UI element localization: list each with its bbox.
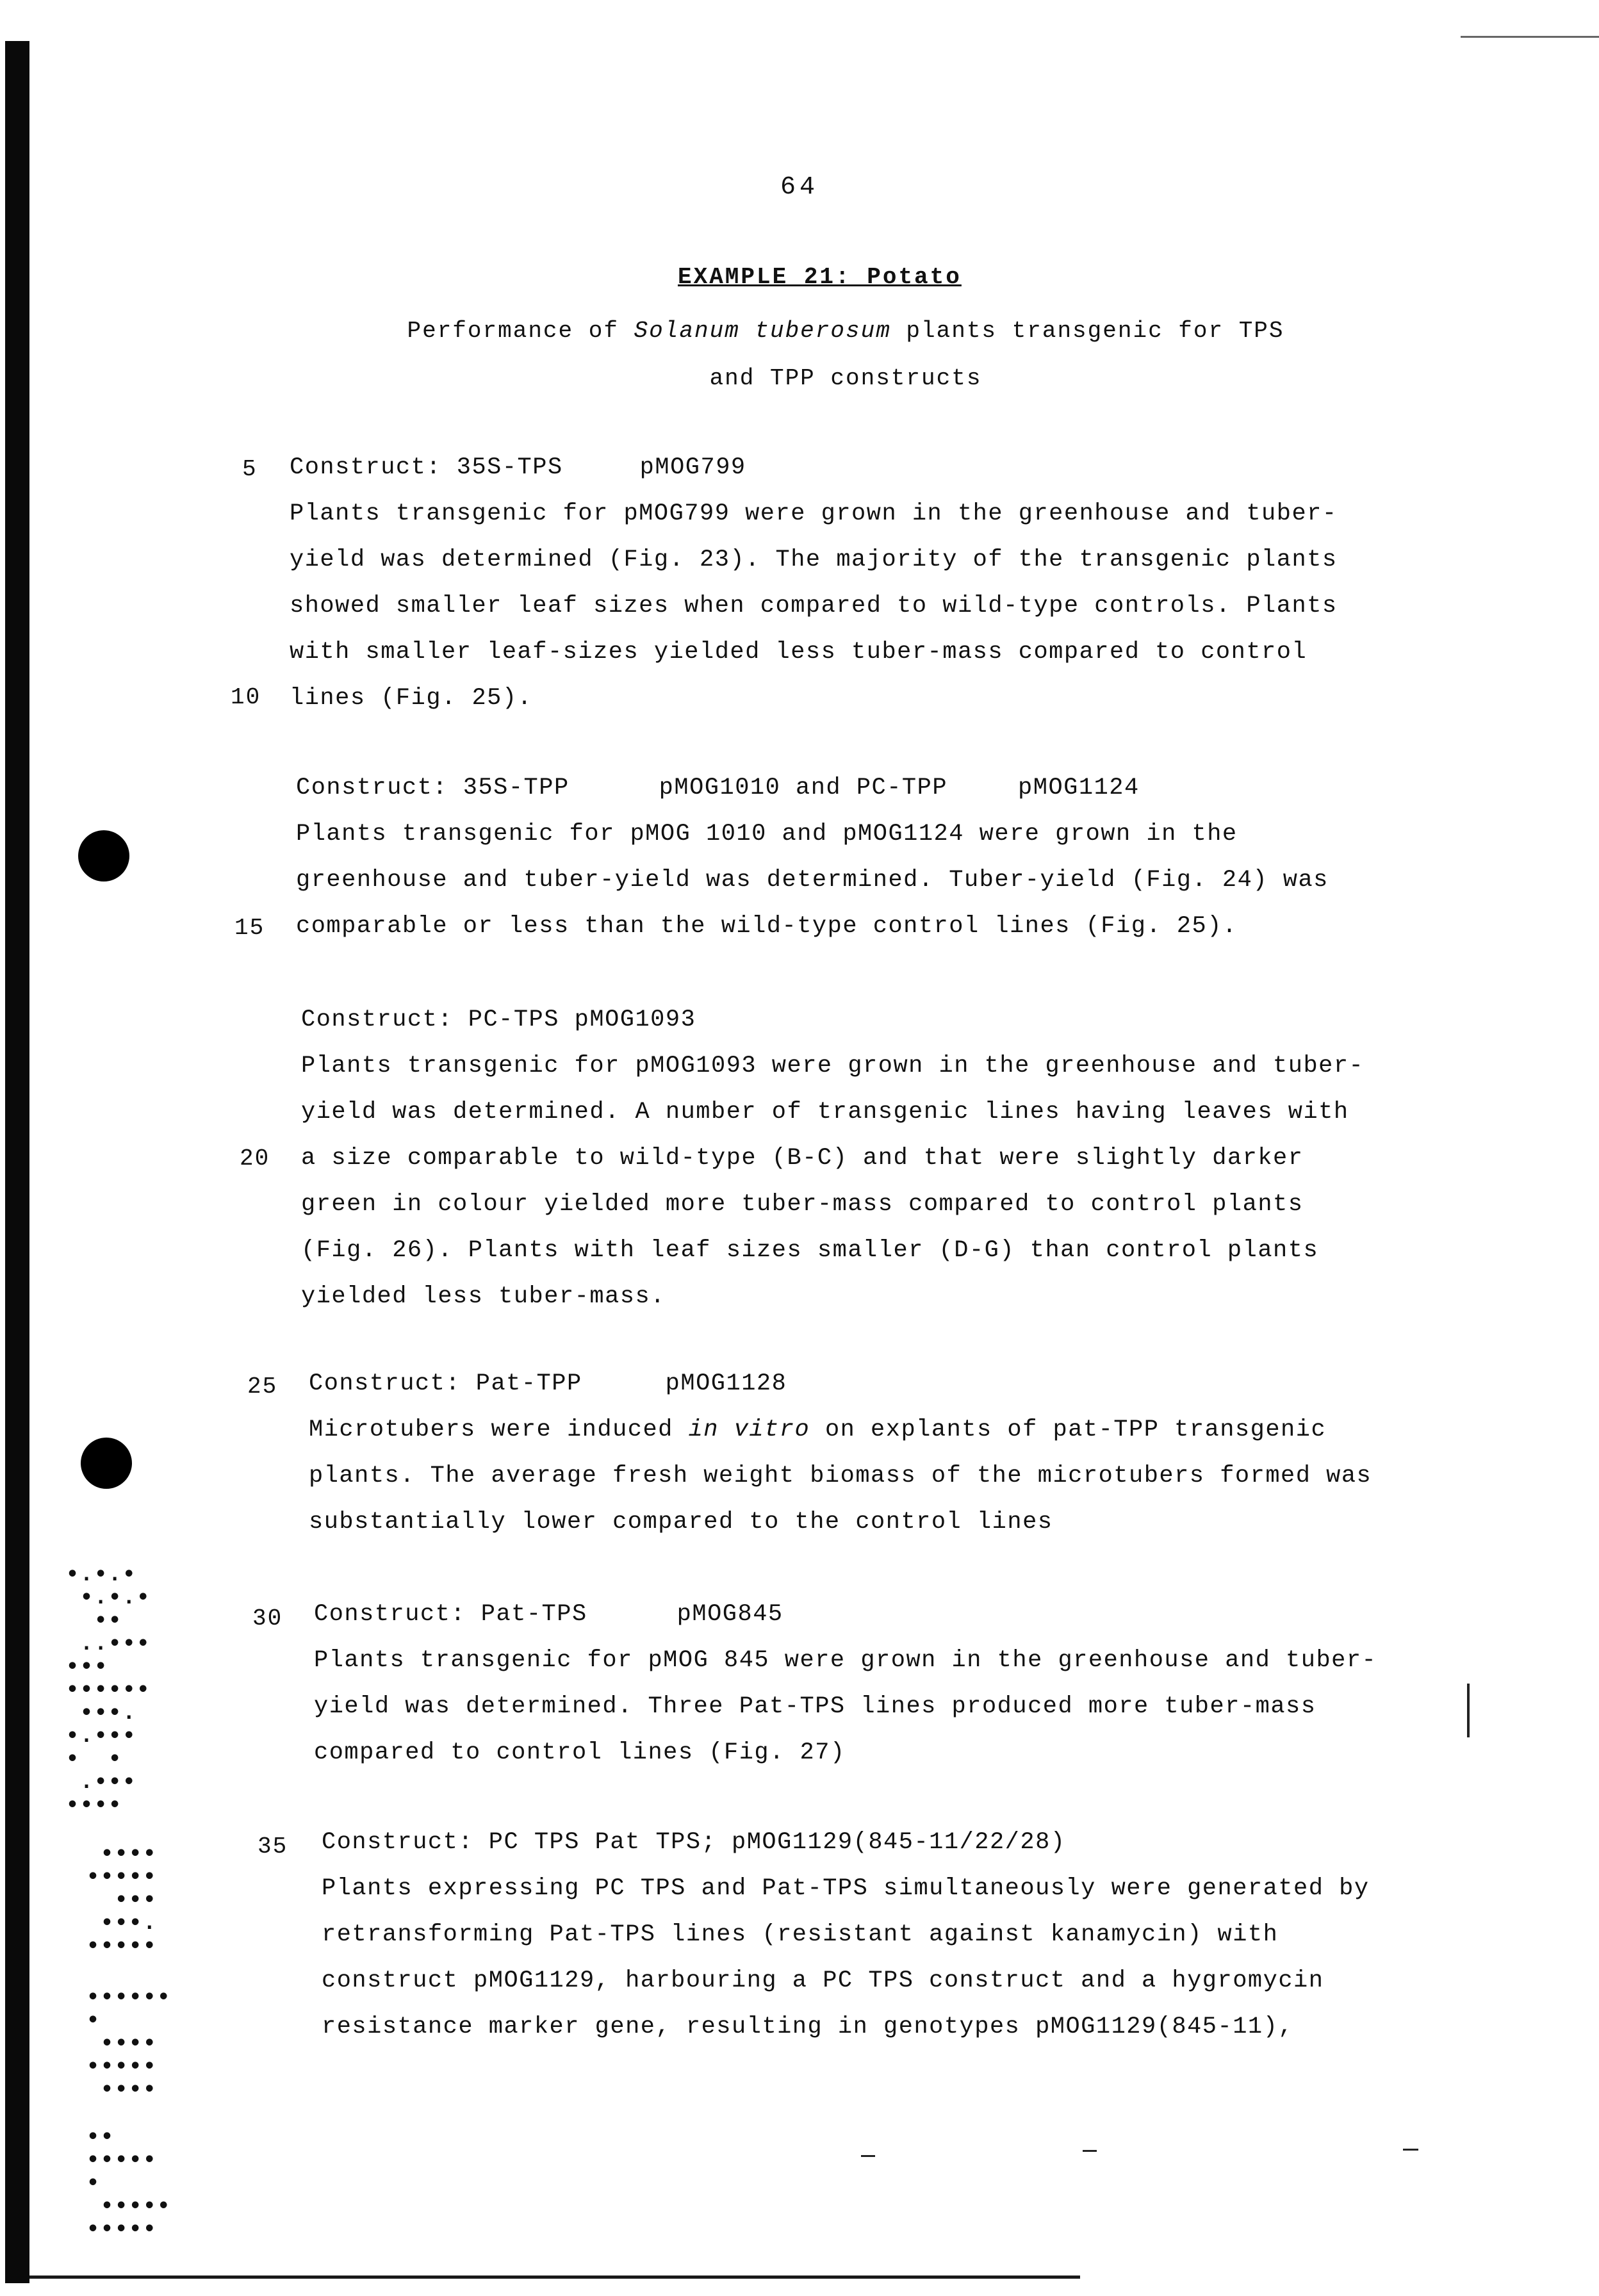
section-pat-tpp [309,1361,1372,1545]
line-number-35: 35 [258,1833,288,1860]
plasmid-label: pMOG1010 and PC-TPP [659,775,948,801]
body-line: with smaller leaf-sizes yielded less tuber-mass compared to control [290,639,1308,666]
body-line: showed smaller leaf sizes when compared to wild-type controls. Plants [290,593,1338,619]
body-line: compared to control lines (Fig. 27) [314,1739,846,1766]
plasmid-label: pMOG799 [639,454,746,481]
body-line: construct pMOG1129, harbouring a PC TPS construct and a hygromycin [322,1967,1324,1994]
body-line: Plants transgenic for pMOG799 were grown in the greenhouse and tuber- [290,500,1338,527]
construct-label: Construct: Pat-TPS [314,1601,587,1628]
body-line: Plants transgenic for pMOG 1010 and pMOG1124 were grown in the [296,821,1238,848]
body-line [309,1407,1372,1453]
margin-dot-pattern: •••• ••••• ••• •••. ••••• [87,1842,158,1957]
body-line: yield was determined. A number of transgenic lines having leaves with [301,1099,1349,1126]
scan-speck [861,2155,875,2157]
section-pc-tps-pat-tps [322,1819,1370,2050]
construct-heading: Construct: PC TPS Pat TPS; pMOG1129(845-11/22/28) [322,1829,1066,1856]
construct-heading: Construct: PC-TPS pMOG1093 [301,1006,696,1033]
line-number-25: 25 [247,1374,278,1400]
body-line: retransforming Pat-TPS lines (resistant against kanamycin) with [322,1921,1279,1948]
plasmid-label: pMOG845 [676,1601,783,1628]
body-text: Microtubers were induced [309,1416,689,1443]
body-italic: in vitro [688,1416,810,1443]
line-number-5: 5 [242,456,258,482]
subtitle-line2: and TPP constructs [709,365,982,391]
example-subtitle [308,308,1384,402]
body-line: Plants transgenic for pMOG1093 were grown in the greenhouse and tuber- [301,1053,1365,1079]
line-number-30: 30 [252,1605,283,1632]
body-line: Plants expressing PC TPS and Pat-TPS simultaneously were generated by [322,1875,1370,1902]
plasmid-label: pMOG1128 [665,1370,787,1397]
example-title: EXAMPLE 21: Potato [678,264,962,290]
body-line: green in colour yielded more tuber-mass compared to control plants [301,1191,1304,1218]
binder-hole-mark [78,830,129,882]
construct-label: Construct: 35S-TPP [296,775,570,801]
construct-heading [314,1591,1377,1637]
construct-heading [309,1361,1372,1407]
page-number: 64 [780,173,819,202]
margin-dot-pattern: •.•.• •.•.• •• ..••• ••• •••••• •••. •.••• • • .••• •••• [67,1563,152,1816]
margin-dot-pattern: •••••• • •••• ••••• •••• [87,1986,172,2101]
body-line: resistance marker gene, resulting in genotypes pMOG1129(845-11), [322,2013,1294,2040]
body-line: greenhouse and tuber-yield was determined. Tuber-yield (Fig. 24) was [296,867,1329,894]
body-line: a size comparable to wild-type (B-C) and that were slightly darker [301,1145,1304,1172]
construct-label: Construct: 35S-TPS [290,454,563,481]
binder-hole-mark [81,1438,132,1489]
top-scan-mark [1461,36,1599,38]
construct-heading [296,765,1329,811]
body-line: lines (Fig. 25). [290,685,533,712]
section-pat-tps [314,1591,1377,1776]
bottom-scan-border [29,2276,1080,2279]
left-scan-border [5,41,29,2283]
line-number-20: 20 [240,1145,270,1172]
scan-speck [1083,2150,1097,2152]
body-line: yield was determined (Fig. 23). The majority of the transgenic plants [290,546,1338,573]
scan-speck [1403,2149,1418,2151]
subtitle-text-end: plants transgenic for TPS [890,318,1284,344]
section-35s-tps [290,445,1338,721]
margin-vertical-mark [1467,1684,1470,1737]
body-line: (Fig. 26). Plants with leaf sizes smaller (D-G) than control plants [301,1237,1319,1264]
line-number-15: 15 [234,915,265,941]
plasmid-label-2: pMOG1124 [1018,775,1140,801]
section-pc-tps [301,997,1364,1320]
construct-heading [290,445,1338,491]
body-line: plants. The average fresh weight biomass of the microtubers formed was [309,1463,1372,1489]
margin-dot-pattern: •• ••••• • ••••• ••••• [87,2126,172,2240]
subtitle-species: Solanum tuberosum [634,318,891,344]
body-line: yielded less tuber-mass. [301,1283,666,1310]
construct-label: Construct: Pat-TPP [309,1370,582,1397]
body-line: substantially lower compared to the control lines [309,1509,1053,1536]
body-line: comparable or less than the wild-type control lines (Fig. 25). [296,913,1238,940]
body-line: Plants transgenic for pMOG 845 were grown in the greenhouse and tuber- [314,1647,1377,1674]
body-text-end: on explants of pat-TPP transgenic [810,1416,1327,1443]
section-35s-tpp [296,765,1329,949]
body-line: yield was determined. Three Pat-TPS lines produced more tuber-mass [314,1693,1316,1720]
subtitle-text: Performance of [407,318,634,344]
line-number-10: 10 [231,684,261,710]
